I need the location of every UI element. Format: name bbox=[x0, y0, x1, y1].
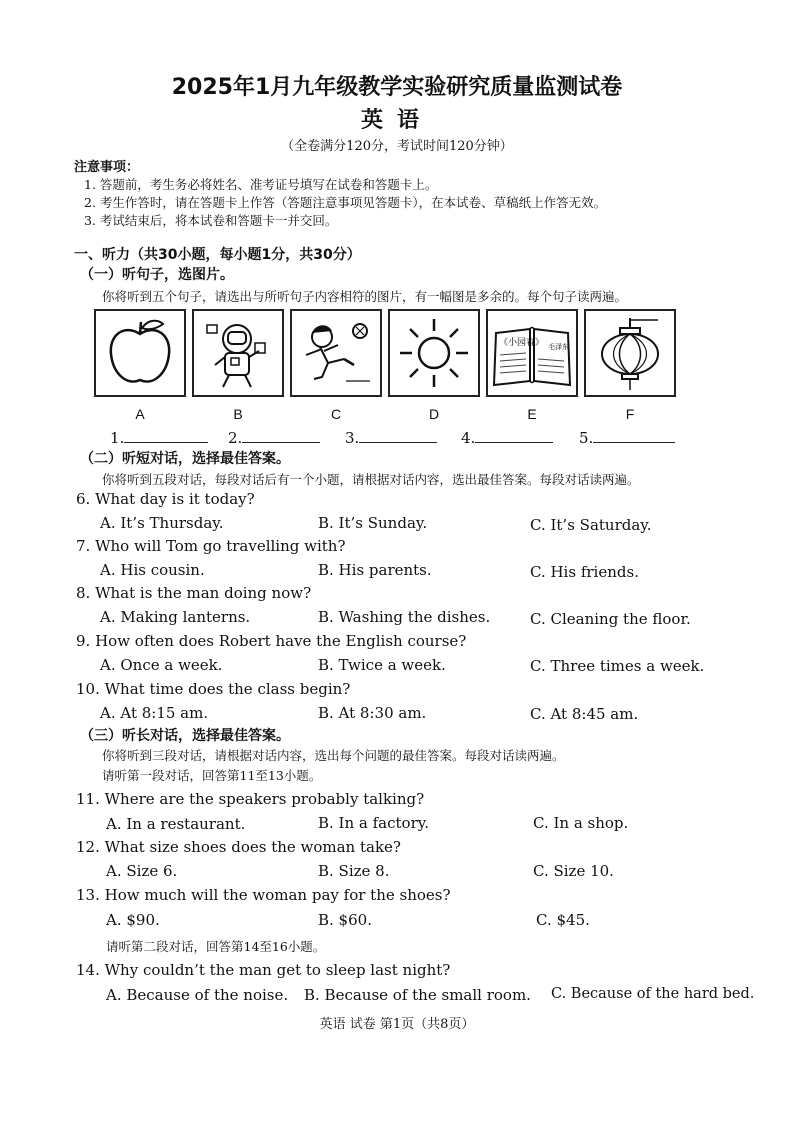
part-instruction: 你将听到五个句子，请选出与所听句子内容相符的图片，有一幅图是多余的。每个句子读两遍。 bbox=[102, 289, 628, 304]
option-b[interactable]: B. Twice a week. bbox=[318, 656, 446, 674]
question-12: 12. What size shoes does the woman take? bbox=[76, 838, 401, 856]
option-b[interactable]: B. His parents. bbox=[318, 561, 432, 579]
picture-letter: C bbox=[330, 406, 342, 422]
notice-item: 1. 答题前，考生务必将姓名、准考证号填写在试卷和答题卡上。 bbox=[84, 177, 438, 192]
notice-heading: 注意事项： bbox=[74, 160, 140, 175]
question-7: 7. Who will Tom go travelling with? bbox=[76, 537, 346, 555]
question-14: 14. Why couldn’t the man get to sleep last night? bbox=[76, 961, 451, 979]
option-a[interactable]: A. $90. bbox=[106, 911, 160, 929]
option-c[interactable]: C. His friends. bbox=[530, 563, 639, 581]
book-left-text: 《小园春》 bbox=[499, 338, 545, 348]
option-a[interactable]: A. Because of the noise. bbox=[106, 986, 289, 1004]
question-13: 13. How much will the woman pay for the shoes? bbox=[76, 886, 451, 904]
option-a[interactable]: A. At 8:15 am. bbox=[100, 704, 209, 722]
blank-number: 2. bbox=[228, 429, 243, 447]
option-b[interactable]: B. Washing the dishes. bbox=[318, 608, 491, 626]
part-heading: （一）听句子，选图片。 bbox=[80, 267, 234, 283]
option-b[interactable]: B. At 8:30 am. bbox=[318, 704, 427, 722]
picture-letters bbox=[94, 406, 676, 422]
blank-number: 4. bbox=[461, 429, 476, 447]
option-a[interactable]: A. His cousin. bbox=[100, 561, 205, 579]
section-heading: 一、听力（共30小题，每小题1分，共30分） bbox=[74, 247, 361, 263]
astronaut-icon bbox=[203, 315, 273, 391]
option-a[interactable]: A. Making lanterns. bbox=[100, 608, 251, 626]
picture-c bbox=[290, 309, 382, 397]
dialog-note: 请听第二段对话，回答第14至16小题。 bbox=[106, 939, 326, 954]
picture-letter: F bbox=[625, 406, 635, 422]
apple-icon bbox=[105, 316, 175, 390]
option-c[interactable]: C. Size 10. bbox=[533, 862, 614, 880]
book-right-text: 毛泽东 bbox=[548, 343, 569, 351]
option-c[interactable]: C. It’s Saturday. bbox=[530, 516, 652, 534]
option-b[interactable]: B. In a factory. bbox=[318, 814, 429, 832]
picture-e bbox=[486, 309, 578, 397]
score-note: （全卷满分120分，考试时间120分钟） bbox=[281, 139, 513, 154]
option-b[interactable]: B. Because of the small room. bbox=[304, 986, 531, 1004]
answer-blank-1[interactable] bbox=[110, 429, 208, 447]
answer-blank-2[interactable] bbox=[228, 429, 320, 447]
notice-item: 2. 考生作答时，请在答题卡上作答（答题注意事项见答题卡），在本试卷、草稿纸上作答无效。 bbox=[84, 195, 607, 210]
blank-number: 1. bbox=[110, 429, 125, 447]
dialog-note: 请听第一段对话，回答第11至13小题。 bbox=[102, 768, 322, 783]
notice-item: 3. 考试结束后，将本试卷和答题卡一并交回。 bbox=[84, 213, 338, 228]
option-c[interactable]: C. Three times a week. bbox=[530, 657, 705, 675]
option-b[interactable]: B. It’s Sunday. bbox=[318, 514, 428, 532]
page-title: 2025年1月九年级教学实验研究质量监测试卷 bbox=[171, 75, 623, 100]
question-6: 6. What day is it today? bbox=[76, 490, 255, 508]
answer-blank-5[interactable] bbox=[579, 429, 675, 447]
subject-title: 英语 bbox=[360, 108, 433, 133]
option-a[interactable]: A. Once a week. bbox=[100, 656, 223, 674]
option-b[interactable]: B. Size 8. bbox=[318, 862, 390, 880]
part-heading: （三）听长对话，选择最佳答案。 bbox=[80, 728, 290, 744]
page-footer: 英语 试卷 第1页（共8页） bbox=[319, 1017, 475, 1032]
part-instruction: 你将听到三段对话，请根据对话内容，选出每个问题的最佳答案。每段对话读两遍。 bbox=[102, 748, 565, 763]
option-a[interactable]: A. In a restaurant. bbox=[106, 815, 246, 833]
blank-number: 3. bbox=[345, 429, 360, 447]
picture-b bbox=[192, 309, 284, 397]
option-a[interactable]: A. It’s Thursday. bbox=[100, 514, 224, 532]
picture-a bbox=[94, 309, 186, 397]
answer-blank-4[interactable] bbox=[461, 429, 553, 447]
answer-blank-3[interactable] bbox=[345, 429, 437, 447]
option-c[interactable]: C. $45. bbox=[536, 911, 590, 929]
picture-letter: D bbox=[428, 406, 440, 422]
question-10: 10. What time does the class begin? bbox=[76, 680, 351, 698]
picture-letter: B bbox=[233, 406, 243, 422]
sun-icon bbox=[396, 315, 472, 391]
option-c[interactable]: C. At 8:45 am. bbox=[530, 705, 639, 723]
question-8: 8. What is the man doing now? bbox=[76, 584, 312, 602]
option-c[interactable]: C. Cleaning the floor. bbox=[530, 610, 691, 628]
option-c[interactable]: C. Because of the hard bed. bbox=[551, 986, 755, 1002]
part-instruction: 你将听到五段对话，每段对话后有一个小题，请根据对话内容，选出最佳答案。每段对话读两遍。 bbox=[102, 472, 640, 487]
lantern-icon bbox=[592, 314, 668, 392]
option-b[interactable]: B. $60. bbox=[318, 911, 372, 929]
picture-letter: A bbox=[135, 406, 145, 422]
option-c[interactable]: C. In a shop. bbox=[533, 814, 629, 832]
option-a[interactable]: A. Size 6. bbox=[106, 862, 178, 880]
part-heading: （二）听短对话，选择最佳答案。 bbox=[80, 451, 290, 467]
blank-number: 5. bbox=[579, 429, 594, 447]
open-book-icon bbox=[490, 315, 574, 391]
picture-row bbox=[94, 309, 676, 397]
picture-letter: E bbox=[527, 406, 537, 422]
question-11: 11. Where are the speakers probably talking? bbox=[76, 790, 425, 808]
picture-d bbox=[388, 309, 480, 397]
question-9: 9. How often does Robert have the English course? bbox=[76, 632, 467, 650]
picture-f bbox=[584, 309, 676, 397]
boy-kicking-ball-icon bbox=[298, 315, 374, 391]
